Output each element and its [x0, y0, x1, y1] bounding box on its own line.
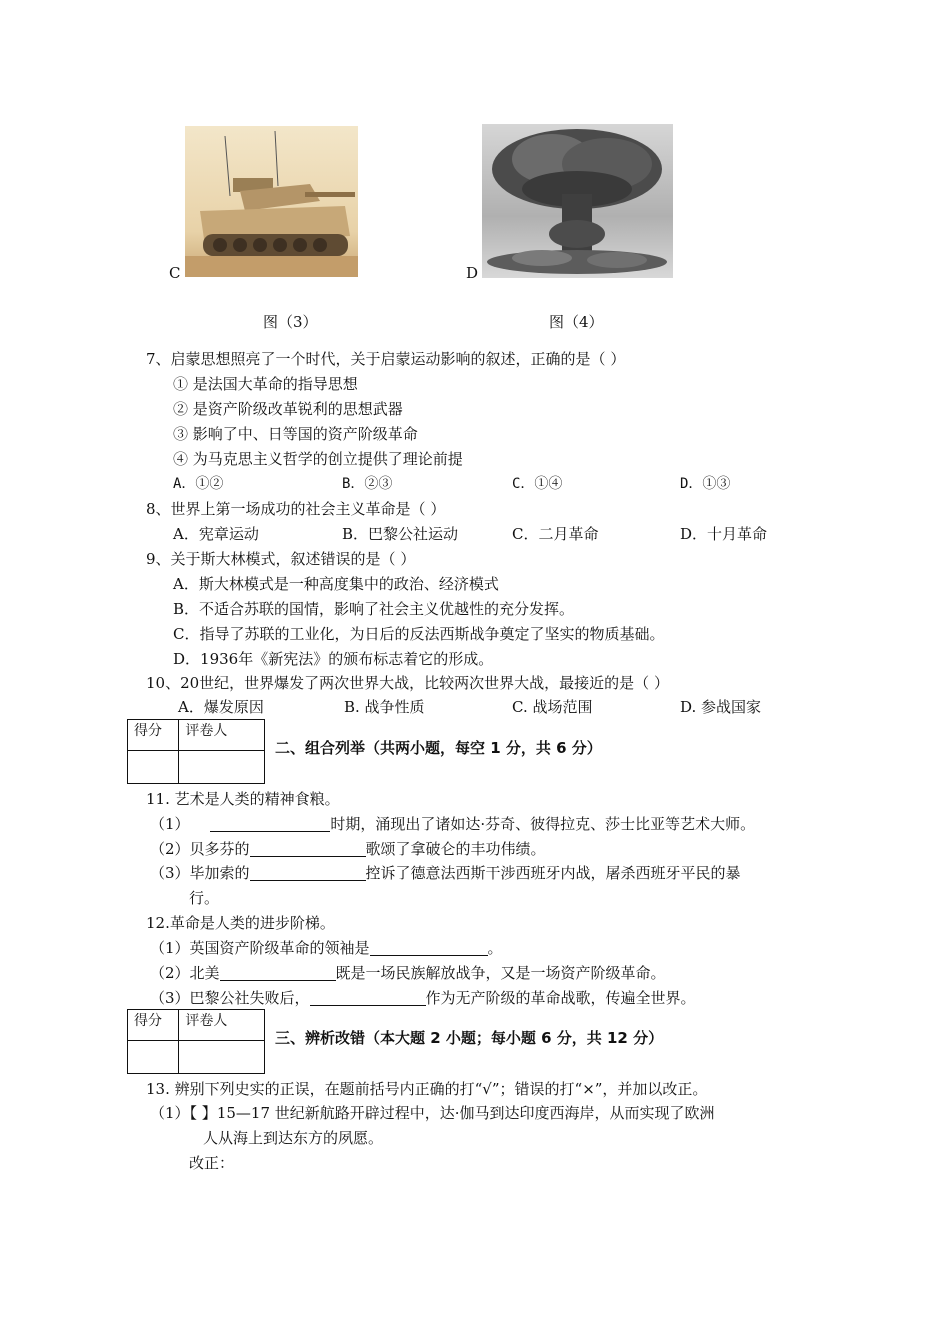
grader-header: 评卷人: [179, 1010, 265, 1041]
q7-item-4: ④ 为马克思主义哲学的创立提供了理论前提: [173, 450, 463, 468]
q9-option-b: B．不适合苏联的国情，影响了社会主义优越性的充分发挥。: [173, 600, 575, 618]
q8-option-c: C．二月革命: [512, 525, 599, 543]
q7-stem: 7、启蒙思想照亮了一个时代，关于启蒙运动影响的叙述，正确的是（ ）: [146, 350, 626, 368]
q7-option-d: D．①③: [680, 476, 731, 492]
q8-stem: 8、世界上第一场成功的社会主义革命是（ ）: [146, 500, 446, 518]
q11-3-suffix: 控诉了德意法西斯干涉西班牙内战，屠杀西班牙平民的暴: [365, 864, 741, 882]
q8-option-d: D．十月革命: [680, 525, 768, 543]
q9-stem: 9、关于斯大林模式，叙述错误的是（ ）: [146, 550, 416, 568]
score-header: 得分: [128, 720, 179, 751]
q13-stem: 13. 辨别下列史实的正误，在题前括号内正确的打“√”；错误的打“×”，并加以改正。: [146, 1080, 708, 1098]
q9-option-c: C．指导了苏联的工业化，为日后的反法西斯战争奠定了坚实的物质基础。: [173, 625, 665, 643]
q11-1: [150, 814, 755, 834]
q12-3: [150, 988, 696, 1008]
score-cell[interactable]: [128, 751, 179, 784]
q7-item-3: ③ 影响了中、日等国的资产阶级革命: [173, 425, 418, 443]
score-header: 得分: [128, 1010, 179, 1041]
q7-option-c: C．①④: [512, 476, 563, 492]
mushroom-cloud-image: [482, 124, 673, 278]
grader-cell[interactable]: [179, 751, 265, 784]
q10-option-a: A．爆发原因: [178, 698, 264, 716]
q10-option-d: D. 参战国家: [680, 698, 762, 716]
figure-3-caption: 图（3）: [263, 313, 318, 331]
q11-2-blank[interactable]: [250, 840, 366, 857]
q11-3-prefix: （3）毕加索的: [150, 864, 250, 882]
section-2-title: 二、组合列举（共两小题，每空 1 分，共 6 分）: [275, 739, 602, 757]
score-cell[interactable]: [128, 1041, 179, 1074]
mushroom-cloud-illustration: [482, 124, 673, 278]
q12-2-prefix: （2）北美: [150, 964, 220, 982]
q12-3-blank[interactable]: [310, 989, 426, 1006]
q12-3-suffix: 作为无产阶级的革命战歌，传遍全世界。: [425, 989, 696, 1007]
tank-image: [185, 126, 358, 277]
q7-item-1: ① 是法国大革命的指导思想: [173, 375, 358, 393]
q10-option-b: B. 战争性质: [344, 698, 425, 716]
q12-2: [150, 963, 666, 983]
q8-option-b: B．巴黎公社运动: [342, 525, 459, 543]
tank-illustration: [185, 126, 358, 277]
q12-1-blank[interactable]: [370, 939, 488, 956]
q11-3-continuation: 行。: [189, 889, 220, 907]
q12-stem: 12.革命是人类的进步阶梯。: [146, 914, 335, 932]
q13-fix-label: 改正：: [189, 1154, 235, 1172]
q13-1-text: 15—17 世纪新航路开辟过程中，达·伽马到达印度西海岸，从而实现了欧洲: [216, 1104, 715, 1122]
q7-item-2: ② 是资产阶级改革锐利的思想武器: [173, 400, 403, 418]
grader-cell[interactable]: [179, 1041, 265, 1074]
q12-1-prefix: （1）英国资产阶级革命的领袖是: [150, 939, 370, 957]
q12-1-suffix: 。: [487, 939, 503, 957]
q9-option-d: D．1936年《新宪法》的颁布标志着它的形成。: [173, 650, 494, 668]
section-3-title: 三、辨析改错（本大题 2 小题；每小题 6 分，共 12 分）: [275, 1029, 664, 1047]
grader-header: 评卷人: [179, 720, 265, 751]
q11-2-suffix: 歌颂了拿破仑的丰功伟绩。: [365, 840, 546, 858]
q11-stem: 11. 艺术是人类的精神食粮。: [146, 790, 340, 808]
q11-2-prefix: （2）贝多芬的: [150, 840, 250, 858]
figure-4-caption: 图（4）: [549, 313, 604, 331]
q10-stem: 10、20世纪，世界爆发了两次世界大战，比较两次世界大战，最接近的是（ ）: [146, 674, 669, 692]
q12-1: [150, 938, 503, 958]
score-table-section-2: [127, 719, 265, 784]
q11-1-blank[interactable]: [210, 815, 330, 832]
score-table-section-3: [127, 1009, 265, 1074]
q7-option-b: B．②③: [342, 476, 393, 492]
q11-3-blank[interactable]: [250, 864, 366, 881]
q11-1-text: 时期，涌现出了诸如达·芬奇、彼得拉克、莎士比亚等艺术大师。: [330, 815, 756, 833]
q10-option-c: C. 战场范围: [512, 698, 593, 716]
q11-1-number: （1）: [150, 815, 190, 833]
q13-1-bracket[interactable]: （1）【 】: [150, 1104, 217, 1122]
q7-option-a: A．①②: [173, 476, 224, 492]
q11-3: [150, 863, 741, 883]
q12-2-blank[interactable]: [220, 964, 336, 981]
q12-3-prefix: （3）巴黎公社失败后，: [150, 989, 310, 1007]
figure-c-label: C: [169, 264, 181, 282]
q9-option-a: A．斯大林模式是一种高度集中的政治、经济模式: [173, 575, 499, 593]
q8-option-a: A．宪章运动: [173, 525, 259, 543]
q13-1-continuation: 人从海上到达东方的夙愿。: [203, 1129, 384, 1147]
q11-2: [150, 839, 546, 859]
q13-1: [150, 1103, 715, 1123]
figure-d-label: D: [466, 264, 479, 282]
q12-2-suffix: 既是一场民族解放战争，又是一场资产阶级革命。: [335, 964, 666, 982]
